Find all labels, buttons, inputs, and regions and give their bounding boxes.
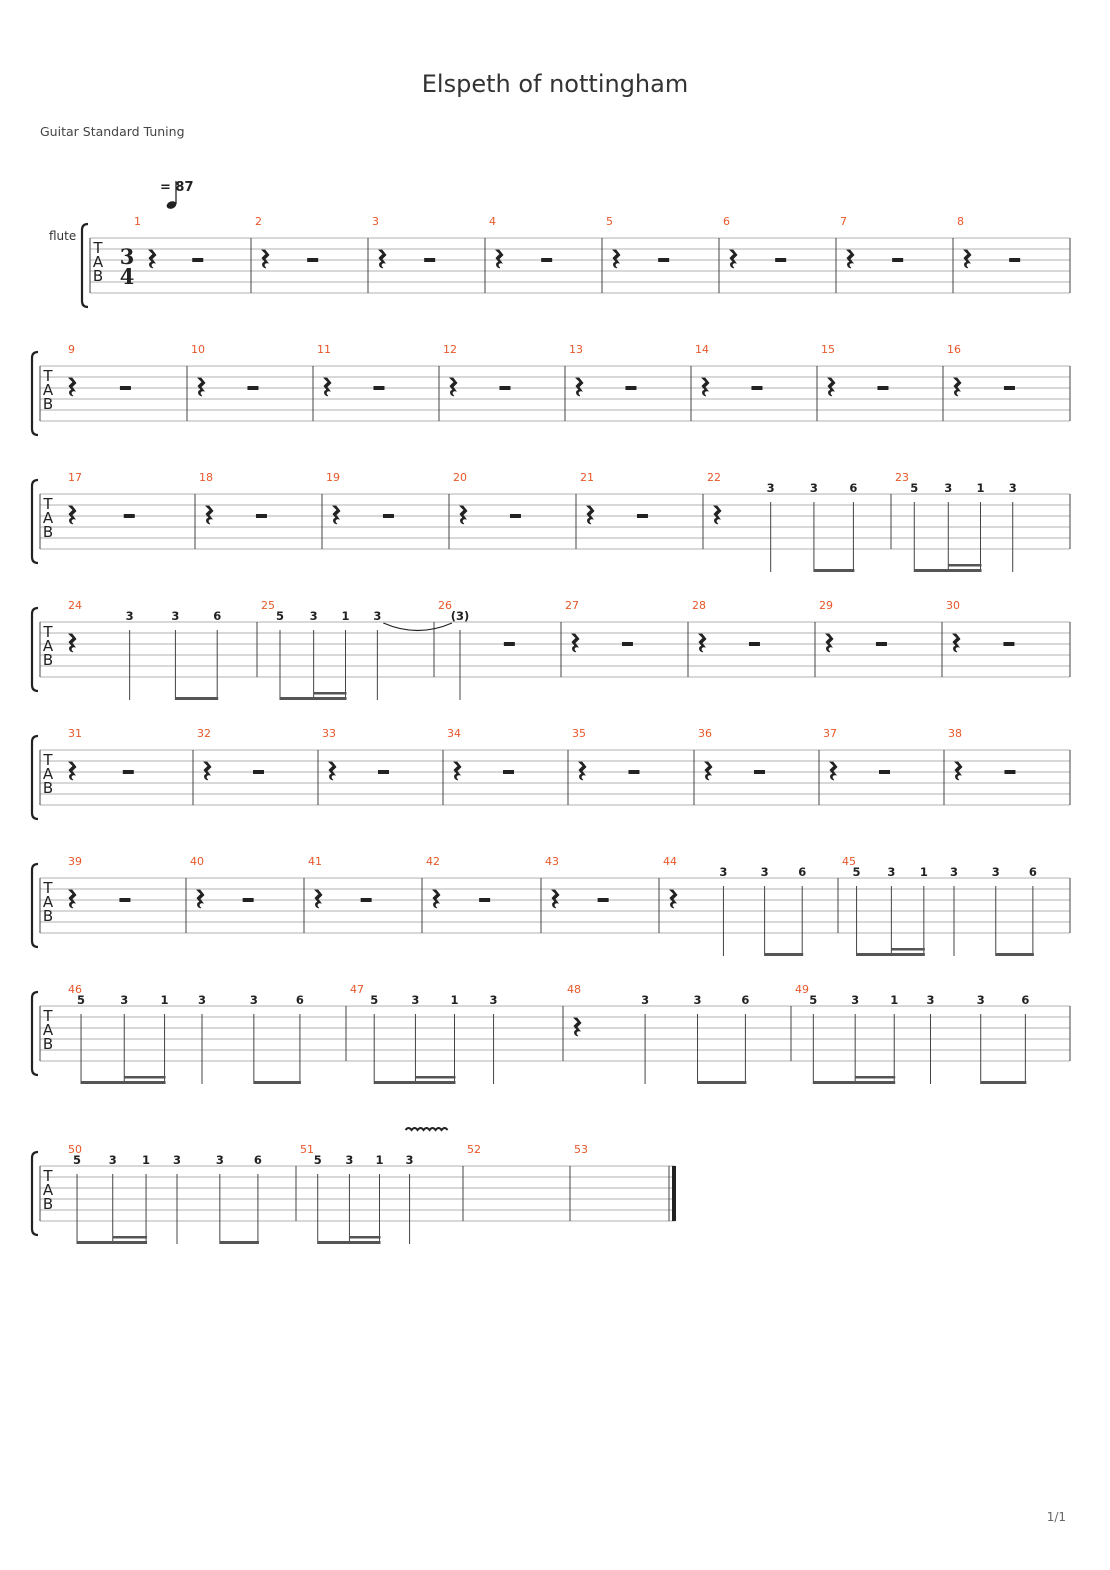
fret-number: 3 xyxy=(309,609,318,623)
quarter-rest xyxy=(730,250,737,268)
fret-number: 3 xyxy=(976,993,985,1007)
measure-number: 45 xyxy=(842,855,856,868)
fret-number: 3 xyxy=(991,865,1000,879)
fret-number: 5 xyxy=(276,609,285,623)
fret-number: 5 xyxy=(852,865,861,879)
measure-number: 24 xyxy=(68,599,82,612)
fret-number: 6 xyxy=(253,1153,262,1167)
note-beam xyxy=(814,569,854,572)
half-rest xyxy=(361,898,372,902)
note-beam-16th xyxy=(948,564,981,567)
measure-number: 29 xyxy=(819,599,833,612)
tab-clef-letter: B xyxy=(42,395,54,413)
tab-clef-letter: T xyxy=(43,879,53,897)
fret-number: 3 xyxy=(766,481,775,495)
half-rest xyxy=(892,258,903,262)
measure-number: 32 xyxy=(197,727,211,740)
note-beam-16th xyxy=(891,948,924,951)
quarter-rest xyxy=(552,890,559,908)
fret-number: 3 xyxy=(887,865,896,879)
note-beam-16th xyxy=(855,1076,895,1079)
system-bracket xyxy=(32,480,38,563)
half-rest xyxy=(658,258,669,262)
tab-clef-letter: A xyxy=(42,1181,54,1199)
measure-number: 5 xyxy=(606,215,613,228)
measure-number: 44 xyxy=(663,855,677,868)
tab-clef-letter: B xyxy=(42,1035,54,1053)
quarter-rest xyxy=(460,506,467,524)
measure-number: 53 xyxy=(574,1143,588,1156)
fret-number: 6 xyxy=(849,481,858,495)
fret-number: 5 xyxy=(77,993,86,1007)
fret-number: 6 xyxy=(1028,865,1037,879)
measure-number: 7 xyxy=(840,215,847,228)
fret-number: 6 xyxy=(213,609,222,623)
quarter-rest xyxy=(206,506,213,524)
tab-clef-letter: T xyxy=(43,367,53,385)
quarter-rest xyxy=(576,378,583,396)
quarter-rest xyxy=(953,634,960,652)
fret-number: 3 xyxy=(944,481,953,495)
tab-clef-letter: A xyxy=(42,509,54,527)
fret-number: 3 xyxy=(197,993,207,1007)
measure-number: 15 xyxy=(821,343,835,356)
fret-number: 3 xyxy=(411,993,420,1007)
half-rest xyxy=(1003,642,1014,646)
tab-clef-letter: A xyxy=(92,253,104,271)
quarter-rest xyxy=(705,762,712,780)
quarter-rest xyxy=(329,762,336,780)
half-rest xyxy=(775,258,786,262)
measure-number: 40 xyxy=(190,855,204,868)
half-rest xyxy=(510,514,521,518)
measure-number: 39 xyxy=(68,855,82,868)
note-beam-16th xyxy=(415,1076,455,1079)
quarter-rest xyxy=(613,250,620,268)
tab-clef-letter: T xyxy=(43,623,53,641)
quarter-rest xyxy=(333,506,340,524)
fret-number: 1 xyxy=(919,865,928,879)
instrument-name: flute xyxy=(49,229,77,243)
half-rest xyxy=(247,386,258,390)
fret-number: 3 xyxy=(171,609,180,623)
note-beam xyxy=(175,697,218,700)
quarter-rest xyxy=(496,250,503,268)
quarter-rest xyxy=(964,250,971,268)
system-bracket xyxy=(32,736,38,819)
fret-number: 3 xyxy=(693,993,702,1007)
measure-number: 34 xyxy=(447,727,461,740)
half-rest xyxy=(1009,258,1020,262)
measure-number: 51 xyxy=(300,1143,314,1156)
quarter-rest xyxy=(670,890,677,908)
quarter-rest xyxy=(826,634,833,652)
final-barline-thick xyxy=(672,1166,676,1221)
fret-number: 3 xyxy=(760,865,769,879)
quarter-rest xyxy=(454,762,461,780)
tab-clef-letter: B xyxy=(92,267,104,285)
measure-number: 23 xyxy=(895,471,909,484)
quarter-rest xyxy=(847,250,854,268)
fret-number: 3 xyxy=(719,865,728,879)
fret-number: 3 xyxy=(641,993,650,1007)
fret-number: 5 xyxy=(910,481,919,495)
fret-number: 3 xyxy=(926,993,935,1007)
fret-number: 1 xyxy=(341,609,350,623)
quarter-rest xyxy=(198,378,205,396)
fret-number: 3 xyxy=(215,1153,224,1167)
fret-number: 1 xyxy=(976,481,985,495)
note-beam xyxy=(698,1081,747,1084)
system-bracket xyxy=(32,864,38,947)
half-rest xyxy=(877,386,888,390)
measure-number: 9 xyxy=(68,343,75,356)
fret-number: 6 xyxy=(741,993,750,1007)
measure-number: 31 xyxy=(68,727,82,740)
tab-clef-letter: T xyxy=(43,1007,53,1025)
fret-number: 3 xyxy=(172,1153,182,1167)
measure-number: 28 xyxy=(692,599,706,612)
half-rest xyxy=(256,514,267,518)
measure-number: 25 xyxy=(261,599,275,612)
quarter-rest xyxy=(954,378,961,396)
quarter-rest xyxy=(324,378,331,396)
note-beam xyxy=(220,1241,259,1244)
half-rest xyxy=(307,258,318,262)
measure-number: 11 xyxy=(317,343,331,356)
measure-number: 41 xyxy=(308,855,322,868)
vibrato-marking xyxy=(406,1128,448,1130)
quarter-rest xyxy=(572,634,579,652)
quarter-rest xyxy=(433,890,440,908)
quarter-rest xyxy=(574,1018,581,1036)
note-beam xyxy=(318,1241,381,1244)
half-rest xyxy=(879,770,890,774)
fret-number: 3 xyxy=(249,993,258,1007)
half-rest xyxy=(504,642,515,646)
measure-number: 36 xyxy=(698,727,712,740)
tab-clef-letter: A xyxy=(42,893,54,911)
quarter-rest xyxy=(69,378,76,396)
system-bracket xyxy=(32,992,38,1075)
half-rest xyxy=(598,898,609,902)
measure-number: 13 xyxy=(569,343,583,356)
fret-number: 3 xyxy=(405,1153,414,1167)
measure-number: 10 xyxy=(191,343,205,356)
half-rest xyxy=(876,642,887,646)
measure-number: 30 xyxy=(946,599,960,612)
quarter-rest xyxy=(69,634,76,652)
half-rest xyxy=(124,514,135,518)
measure-number: 12 xyxy=(443,343,457,356)
quarter-rest xyxy=(379,250,386,268)
quarter-rest xyxy=(450,378,457,396)
half-rest xyxy=(383,514,394,518)
measure-number: 38 xyxy=(948,727,962,740)
tab-clef-letter: A xyxy=(42,637,54,655)
fret-number: 5 xyxy=(73,1153,82,1167)
fret-number: 3 xyxy=(809,481,818,495)
tab-clef-letter: T xyxy=(43,1167,53,1185)
half-rest xyxy=(120,386,131,390)
measure-number: 2 xyxy=(255,215,262,228)
half-rest xyxy=(119,898,130,902)
tab-clef-letter: T xyxy=(93,239,103,257)
half-rest xyxy=(479,898,490,902)
measure-number: 22 xyxy=(707,471,721,484)
note-beam xyxy=(81,1081,166,1084)
note-beam xyxy=(981,1081,1027,1084)
quarter-rest xyxy=(702,378,709,396)
measure-number: 27 xyxy=(565,599,579,612)
fret-number: 1 xyxy=(160,993,169,1007)
measure-number: 33 xyxy=(322,727,336,740)
fret-number: 3 xyxy=(108,1153,117,1167)
fret-number: 3 xyxy=(345,1153,354,1167)
fret-number: 3 xyxy=(949,865,959,879)
half-rest xyxy=(628,770,639,774)
half-rest xyxy=(373,386,384,390)
quarter-rest xyxy=(69,890,76,908)
half-rest xyxy=(243,898,254,902)
page-number: 1/1 xyxy=(1046,1510,1066,1524)
fret-number: 1 xyxy=(375,1153,384,1167)
measure-number: 52 xyxy=(467,1143,481,1156)
measure-number: 47 xyxy=(350,983,364,996)
tab-clef-letter: T xyxy=(43,751,53,769)
measure-number: 8 xyxy=(957,215,964,228)
fret-number: 3 xyxy=(851,993,860,1007)
measure-number: 14 xyxy=(695,343,709,356)
fret-number: 3 xyxy=(120,993,129,1007)
note-beam xyxy=(857,953,925,956)
half-rest xyxy=(749,642,760,646)
measure-number: 21 xyxy=(580,471,594,484)
half-rest xyxy=(192,258,203,262)
note-beam xyxy=(280,697,346,700)
tie xyxy=(383,623,452,631)
fret-number: 3 xyxy=(373,609,382,623)
quarter-rest xyxy=(149,250,156,268)
quarter-rest xyxy=(579,762,586,780)
fret-number: 5 xyxy=(809,993,818,1007)
note-beam xyxy=(813,1081,895,1084)
measure-number: 3 xyxy=(372,215,379,228)
quarter-rest xyxy=(699,634,706,652)
fret-number: 3 xyxy=(489,993,498,1007)
measure-number: 35 xyxy=(572,727,586,740)
note-beam-16th xyxy=(113,1236,147,1239)
measure-number: 37 xyxy=(823,727,837,740)
tempo-marking: = 87 xyxy=(160,180,194,195)
fret-number: 6 xyxy=(798,865,807,879)
note-beam-16th xyxy=(349,1236,380,1239)
half-rest xyxy=(1004,770,1015,774)
measure-number: 43 xyxy=(545,855,559,868)
tab-clef-letter: A xyxy=(42,381,54,399)
fret-number: 1 xyxy=(142,1153,151,1167)
half-rest xyxy=(541,258,552,262)
half-rest xyxy=(424,258,435,262)
measure-number: 4 xyxy=(489,215,496,228)
quarter-rest xyxy=(69,762,76,780)
fret-number: 1 xyxy=(890,993,899,1007)
fret-number: 1 xyxy=(450,993,459,1007)
quarter-rest xyxy=(197,890,204,908)
half-rest xyxy=(123,770,134,774)
half-rest xyxy=(637,514,648,518)
half-rest xyxy=(754,770,765,774)
quarter-rest xyxy=(714,506,721,524)
measure-number: 17 xyxy=(68,471,82,484)
measure-number: 42 xyxy=(426,855,440,868)
note-beam xyxy=(996,953,1034,956)
half-rest xyxy=(499,386,510,390)
quarter-rest xyxy=(69,506,76,524)
system-bracket xyxy=(32,608,38,691)
tab-clef-letter: A xyxy=(42,1021,54,1039)
tab-clef-letter: A xyxy=(42,765,54,783)
note-beam xyxy=(914,569,981,572)
measure-number: 20 xyxy=(453,471,467,484)
fret-number: 5 xyxy=(370,993,379,1007)
measure-number: 48 xyxy=(567,983,581,996)
tab-clef-letter: B xyxy=(42,1195,54,1213)
tab-clef-letter: B xyxy=(42,651,54,669)
tab-clef-letter: B xyxy=(42,523,54,541)
system-bracket xyxy=(82,224,88,307)
measure-number: 26 xyxy=(438,599,452,612)
measure-number: 18 xyxy=(199,471,213,484)
note-beam xyxy=(77,1241,147,1244)
score-title: Elspeth of nottingham xyxy=(421,70,689,98)
half-rest xyxy=(751,386,762,390)
fret-number: 3 xyxy=(1008,481,1017,495)
quarter-rest xyxy=(315,890,322,908)
measure-number: 19 xyxy=(326,471,340,484)
quarter-rest xyxy=(587,506,594,524)
quarter-rest xyxy=(828,378,835,396)
measure-number: 50 xyxy=(68,1143,82,1156)
tab-clef-letter: B xyxy=(42,907,54,925)
quarter-rest xyxy=(830,762,837,780)
measure-number: 16 xyxy=(947,343,961,356)
quarter-rest xyxy=(204,762,211,780)
note-beam-16th xyxy=(124,1076,165,1079)
fret-number: 5 xyxy=(313,1153,322,1167)
note-beam xyxy=(374,1081,455,1084)
note-beam-16th xyxy=(314,692,347,695)
half-rest xyxy=(625,386,636,390)
tab-clef-letter: T xyxy=(43,495,53,513)
half-rest xyxy=(622,642,633,646)
tab-clef-letter: B xyxy=(42,779,54,797)
half-rest xyxy=(253,770,264,774)
measure-number: 1 xyxy=(134,215,141,228)
half-rest xyxy=(378,770,389,774)
quarter-rest xyxy=(262,250,269,268)
system-bracket xyxy=(32,352,38,435)
quarter-rest xyxy=(955,762,962,780)
tuning-label: Guitar Standard Tuning xyxy=(40,124,185,139)
half-rest xyxy=(1004,386,1015,390)
time-signature-top: 3 xyxy=(119,244,135,269)
note-beam xyxy=(765,953,804,956)
fret-number: 3 xyxy=(125,609,134,623)
time-signature-bottom: 4 xyxy=(119,264,135,289)
measure-number: 46 xyxy=(68,983,82,996)
fret-number: 6 xyxy=(1021,993,1030,1007)
measure-number: 49 xyxy=(795,983,809,996)
half-rest xyxy=(503,770,514,774)
note-beam xyxy=(254,1081,301,1084)
system-bracket xyxy=(32,1152,38,1235)
fret-number: 6 xyxy=(295,993,304,1007)
measure-number: 6 xyxy=(723,215,730,228)
fret-number-tied: (3) xyxy=(450,609,470,623)
